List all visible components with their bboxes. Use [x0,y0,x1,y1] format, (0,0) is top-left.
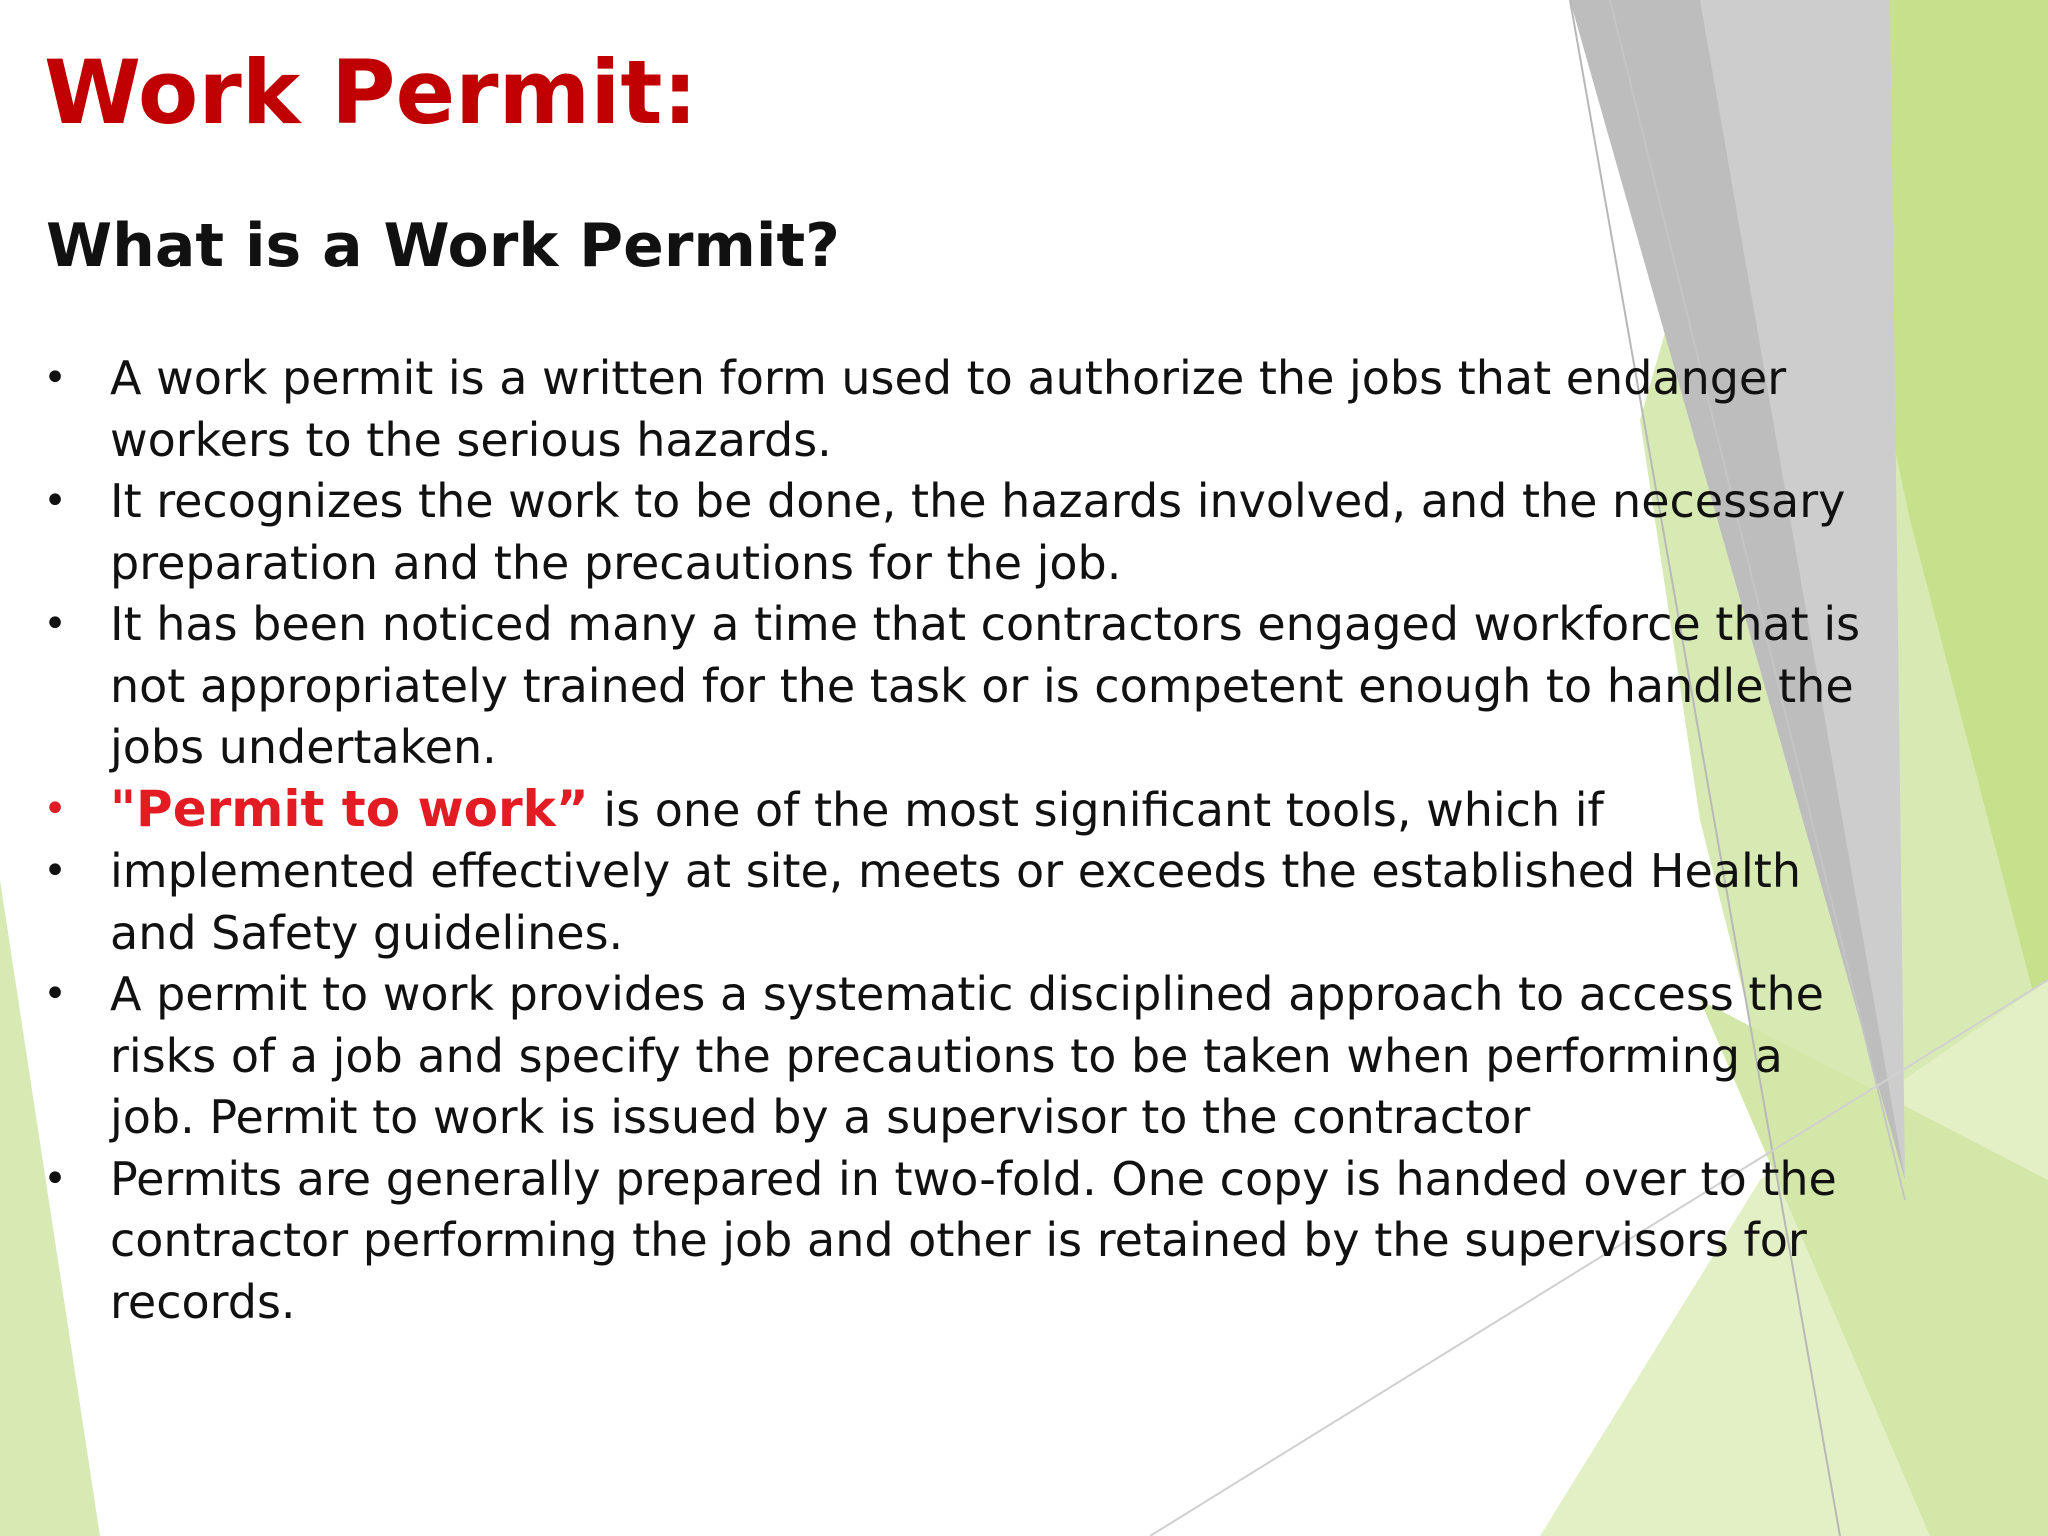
bullet-text: A work permit is a written form used to authorize the jobs that endanger workers to the serious hazards. [110,351,1787,467]
bullet-list [42,348,1878,1333]
bullet-dot: • [43,355,67,401]
bullet-dot: • [43,1155,67,1202]
bullet-item-3 [42,594,1878,779]
permit-to-work-highlight: "Permit to work” [110,779,589,838]
bullet-text: implemented effectively at site, meets or exceeds the established Health and Safety guidelines. [110,844,1801,960]
bullet-text: is one of the most significant tools, which if [588,782,1604,837]
bullet-text: Permits are generally prepared in two-fold. One copy is handed over to the contractor performing the job and other is retained by the supervisors for records. [110,1151,1837,1329]
bullet-item-7 [42,1149,1878,1334]
bullet-text: It recognizes the work to be done, the hazards involved, and the necessary preparation and the precautions for the job. [110,474,1846,590]
bullet-dot: • [43,848,67,894]
bullet-item-4 [42,779,1878,842]
bullet-dot-red: • [43,785,67,832]
bullet-dot: • [43,478,67,524]
bullet-item-6 [42,964,1878,1149]
bullet-dot: • [43,971,67,1017]
bullet-dot: • [43,601,67,647]
bullet-item-2 [42,471,1878,594]
slide-title: Work Permit: [44,41,698,144]
bullet-item-5 [42,841,1878,964]
bullet-item-1 [42,348,1878,471]
slide-subtitle: What is a Work Permit? [46,211,840,281]
bullet-text: It has been noticed many a time that contractors engaged workforce that is not appropriately trained for the task or is competent enough to handle the jobs undertaken. [110,597,1861,774]
bullet-text: A permit to work provides a systematic disciplined approach to access the risks of a job and specify the precautions to be taken when performing a job. Permit to work is issued by a supervisor to the contractor [110,967,1824,1144]
